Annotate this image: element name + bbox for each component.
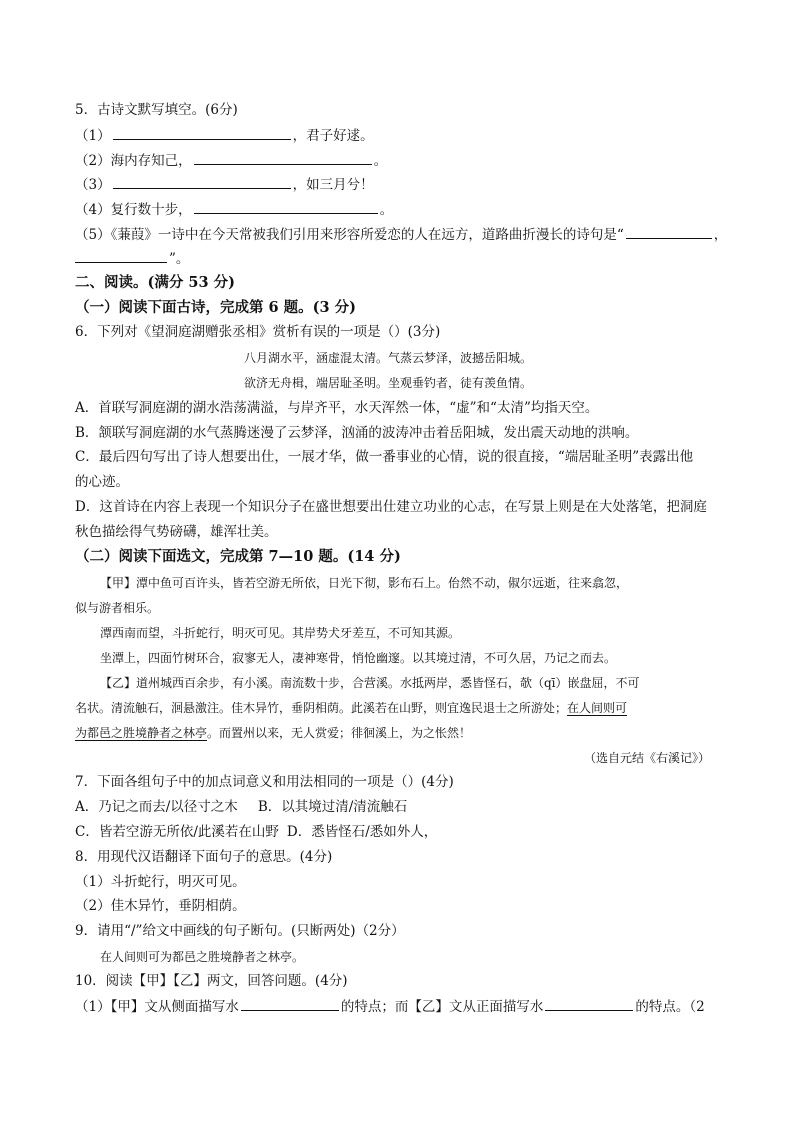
q7-option-b: B．以其境过清/清流触石 [257, 799, 408, 815]
passage-yi-line-3 [75, 724, 471, 742]
q9-stem: 9．请用“/”给文中画线的句子断句。(只断两处)（2分） [75, 923, 405, 939]
q5-l4-post: 。 [379, 202, 394, 218]
q5-line-3 [75, 175, 374, 194]
q5-l3-post: ，如三月兮！ [292, 177, 374, 193]
answer-blank[interactable] [113, 175, 291, 189]
q5-line-1 [75, 126, 374, 145]
answer-blank[interactable] [194, 151, 372, 165]
passage-jia-line-2: 似与游者相乐。 [75, 601, 160, 615]
q5-l2-post: 。 [373, 153, 388, 169]
q10-s1-c: 的特点。（2 [635, 999, 705, 1015]
passage-jia-line-3: 潭西南而望，斗折蛇行，明灭可见。其岸势犬牙差互，不可知其源。 [100, 626, 461, 640]
part-2-heading: （二）阅读下面选文，完成第 7—10 题。(14 分) [75, 548, 401, 565]
underlined-sentence-part-1: 在人间则可 [567, 701, 628, 715]
passage-jia-line-1: 【甲】潭中鱼可百许头，皆若空游无所依，日光下彻，影布石上。佁然不动，俶尔远逝，往来翕忽， [100, 576, 629, 590]
q10-stem: 10．阅读【甲】【乙】两文，回答问题。(4分) [75, 973, 348, 989]
passage-yi-line-3-text: 。而置州以来，无人赏爱；徘徊溪上，为之怅然！ [207, 726, 472, 740]
q8-sentence-2: （2）佳木异竹，垂阴相荫。 [75, 898, 246, 914]
q6-option-a: A．首联写洞庭湖的湖水浩荡满溢，与岸齐平，水天浑然一体，“虚”和“太清”均指天空。 [75, 400, 599, 416]
q7-stem: 7．下面各组句子中的加点词意义和用法相同的一项是（）(4分) [75, 774, 454, 790]
passage-yi-line-2-text: 名状。清流触石，洄悬激注。佳木异竹，垂阴相荫。此溪若在山野，则宜逸民退士之所游处； [75, 701, 568, 715]
q5-l6-post: ”。 [169, 251, 190, 267]
passage-jia-line-4: 坐潭上，四面竹树环合，寂寥无人，凄神寒骨，悄怆幽邃。以其境过清，不可久居，乃记之而去。 [100, 651, 617, 665]
q6-option-c-line-1: C．最后四句写出了诗人想要出仕，一展才华，做一番事业的心情，说的很直接，“端居耻圣明”表露出他 [75, 449, 694, 465]
q7-option-c: C．皆若空游无所依/此溪若在山野 [75, 824, 279, 840]
q10-s1-a: （1）【甲】文从侧面描写水 [75, 999, 239, 1015]
q5-l1-pre: （1） [75, 128, 111, 144]
q5-l5-comma: ， [713, 227, 728, 243]
q5-l5-text: （5）《蒹葭》一诗中在今天常被我们引用来形容所爱恋的人在远方，道路曲折漫长的诗句是“ [75, 227, 624, 243]
poem-line-1: 八月湖水平，涵虚混太清。气蒸云梦泽，波撼岳阳城。 [244, 351, 533, 365]
q6-option-d-line-1: D．这首诗在内容上表现一个知识分子在盛世想要出仕建立功业的心志，在写景上则是在大处落笔，把洞庭 [75, 499, 707, 515]
q5-line-4 [75, 200, 393, 219]
q6-option-d-line-2: 秋色描绘得气势磅礴，雄浑壮美。 [75, 524, 278, 540]
q5-l4-pre: （4）复行数十步， [75, 202, 192, 218]
q7-option-d: D．悉皆怪石/悉如外人， [286, 824, 438, 840]
passage-yi-line-2 [75, 699, 627, 717]
q9-sentence: 在人间则可为都邑之胜境静者之林亭。 [100, 950, 305, 964]
q7-options-row-1 [75, 798, 407, 816]
q10-s1-b: 的特点；而【乙】文从正面描写水 [340, 999, 544, 1015]
q5-line-6 [75, 249, 189, 268]
answer-blank[interactable] [75, 249, 167, 263]
q5-l3-pre: （3） [75, 177, 111, 193]
answer-blank[interactable] [545, 997, 633, 1011]
passage-source: （选自元结《右溪记》） [584, 751, 711, 765]
q5-l2-pre: （2）海内存知己， [75, 153, 192, 169]
answer-blank[interactable] [113, 126, 291, 140]
q7-options-row-2 [75, 823, 437, 841]
part-1-heading: （一）阅读下面古诗，完成第 6 题。(3 分) [75, 299, 357, 316]
q6-option-c-line-2: 的心迹。 [75, 474, 129, 490]
q6-stem: 6．下列对《望洞庭湖赠张丞相》赏析有误的一项是（）(3分) [75, 324, 441, 340]
answer-blank[interactable] [241, 997, 339, 1011]
q5-line-2 [75, 151, 387, 170]
q5-l1-post: ，君子好逑。 [292, 128, 374, 144]
q5-line-5 [75, 225, 727, 244]
underlined-sentence-part-2: 为都邑之胜境静者之林亭 [75, 726, 208, 740]
q10-sub-1 [75, 997, 705, 1016]
answer-blank[interactable] [626, 225, 712, 239]
q7-option-a: A．乃记之而去/以径寸之木 [75, 799, 238, 815]
poem-line-2: 欲济无舟楫，端居耻圣明。坐观垂钓者，徒有羡鱼情。 [244, 376, 533, 390]
q6-option-b: B．颔联写洞庭湖的水气蒸腾迷漫了云梦泽，汹涌的波涛冲击着岳阳城，发出震天动地的洪响。 [75, 425, 639, 441]
section-2-heading: 二、阅读。(满分 53 分) [75, 274, 235, 291]
passage-yi-line-1: 【乙】道州城西百余步，有小溪。南流数十步，合营溪。水抵两岸，悉皆怪石，欹（qī）嵌盘屈，不可 [100, 676, 640, 690]
q5-title: 5．古诗文默写填空。(6分) [75, 102, 238, 118]
q8-sentence-1: （1）斗折蛇行，明灭可见。 [75, 874, 246, 890]
q8-stem: 8．用现代汉语翻译下面句子的意思。(4分) [75, 849, 333, 865]
answer-blank[interactable] [194, 200, 378, 214]
